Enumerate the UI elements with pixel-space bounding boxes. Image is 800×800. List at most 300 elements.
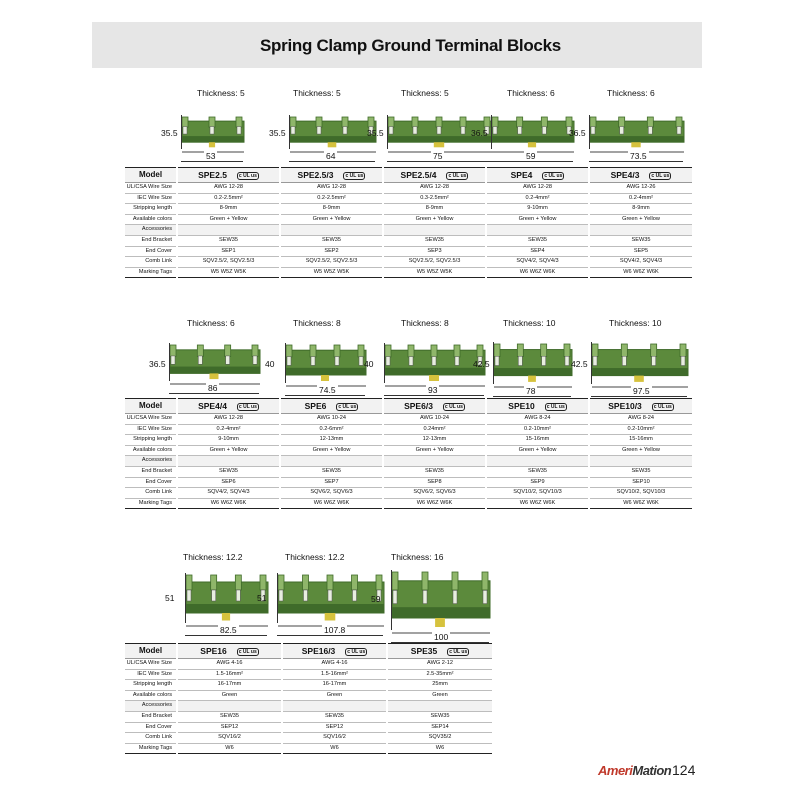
height-dimension-line bbox=[185, 573, 186, 623]
ul-certification-icon: c UL us bbox=[546, 403, 565, 410]
spec-cell bbox=[486, 445, 589, 456]
row-label: Model bbox=[125, 399, 177, 414]
cell-value: AWG 12-28 bbox=[213, 184, 243, 190]
spec-cell bbox=[383, 424, 486, 435]
spec-cell bbox=[280, 257, 383, 268]
spec-row-accessories bbox=[125, 456, 692, 467]
spec-cell bbox=[282, 722, 387, 733]
width-dimension: 75 bbox=[433, 150, 443, 161]
spec-cell bbox=[177, 456, 280, 467]
cell-value: SEW35 bbox=[528, 236, 547, 243]
spec-cell bbox=[383, 246, 486, 257]
height-dimension: 51 bbox=[165, 593, 175, 604]
row-label: End Bracket bbox=[125, 711, 177, 722]
ul-certification-icon: c UL us bbox=[338, 403, 357, 410]
cell-value: SEW35 bbox=[325, 712, 344, 719]
spec-table bbox=[125, 398, 692, 509]
thickness-label: Thickness: 10 bbox=[609, 318, 662, 328]
width-dimension: 78 bbox=[526, 386, 536, 396]
spec-row-accessories bbox=[125, 701, 492, 712]
cell-value: SQV35/2 bbox=[428, 734, 452, 741]
row-label: IEC Wire Size bbox=[125, 193, 177, 204]
width-dimension-line bbox=[277, 635, 383, 636]
cell-value: 8-9mm bbox=[219, 205, 238, 212]
ul-certification-icon: c UL us bbox=[347, 648, 366, 655]
spec-cell bbox=[589, 246, 692, 257]
cell-value: 9-10mm bbox=[527, 205, 548, 212]
cell-value: Green bbox=[221, 691, 238, 698]
cell-value: Green + Yellow bbox=[518, 215, 557, 222]
spec-cell bbox=[383, 477, 486, 488]
cell-value: SPE10/3 bbox=[608, 401, 642, 411]
ul-certification-icon: c UL us bbox=[345, 172, 364, 179]
spec-cell bbox=[387, 722, 492, 733]
thickness-label: Thickness: 12.2 bbox=[285, 552, 345, 562]
row-label: End Cover bbox=[125, 246, 177, 257]
cell-value: AWG 8-24 bbox=[628, 415, 654, 421]
spec-cell bbox=[589, 235, 692, 246]
width-dimension: 59 bbox=[526, 150, 536, 161]
spec-cell bbox=[177, 644, 282, 659]
spec-cell bbox=[383, 414, 486, 425]
spec-cell bbox=[177, 669, 282, 680]
spec-cell bbox=[177, 466, 280, 477]
height-dimension: 42.5 bbox=[571, 358, 588, 369]
cell-value: 12-13mm bbox=[319, 436, 344, 443]
cell-value: SEP1 bbox=[221, 247, 236, 254]
spec-cell bbox=[177, 168, 280, 183]
row-label: Comb Link bbox=[125, 488, 177, 499]
spec-cell bbox=[280, 183, 383, 194]
spec-row-model bbox=[125, 168, 692, 183]
ul-certification-icon: c UL us bbox=[449, 648, 468, 655]
cell-value: AWG 8-24 bbox=[524, 415, 551, 421]
cell-value: SEP7 bbox=[324, 478, 339, 485]
cell-value: AWG 4-16 bbox=[216, 660, 243, 666]
spec-row-ul bbox=[125, 183, 692, 194]
cell-value: W6 W6Z W6K bbox=[210, 499, 247, 506]
cell-value: 0.2-2.5mm² bbox=[214, 194, 243, 201]
spec-cell bbox=[589, 435, 692, 446]
spec-cell bbox=[486, 435, 589, 446]
cell-value: AWG 12-28 bbox=[419, 184, 449, 190]
spec-cell bbox=[280, 204, 383, 215]
spec-cell bbox=[280, 399, 383, 414]
spec-cell bbox=[383, 168, 486, 183]
width-dimension: 86 bbox=[208, 383, 218, 394]
spec-row-comb-link bbox=[125, 488, 692, 499]
spec-row-colors bbox=[125, 214, 692, 225]
spec-cell bbox=[383, 214, 486, 225]
cell-value: AWG 12-28 bbox=[316, 184, 346, 190]
cell-value: SQV6/2, SQV6/3 bbox=[413, 489, 456, 496]
ul-certification-icon: c UL us bbox=[238, 648, 257, 655]
ul-certification-icon: c UL us bbox=[444, 403, 463, 410]
width-dimension: 93 bbox=[428, 384, 438, 395]
row-label: End Bracket bbox=[125, 466, 177, 477]
row-label: Available colors bbox=[125, 445, 177, 456]
spec-cell bbox=[282, 743, 387, 754]
row-label: Marking Tags bbox=[125, 743, 177, 754]
height-dimension: 51 bbox=[257, 593, 267, 604]
height-dimension: 42.5 bbox=[473, 358, 490, 369]
cell-value: Green + Yellow bbox=[415, 215, 454, 222]
spec-cell bbox=[280, 235, 383, 246]
spec-cell bbox=[486, 477, 589, 488]
spec-cell bbox=[486, 414, 589, 425]
spec-cell bbox=[280, 246, 383, 257]
spec-cell bbox=[486, 399, 589, 414]
cell-value: Green + Yellow bbox=[622, 446, 660, 453]
cell-value: W5 W5Z W5K bbox=[416, 268, 453, 275]
cell-value: 0.24mm² bbox=[423, 425, 446, 432]
cell-value: SEP8 bbox=[427, 478, 442, 485]
cell-value: AWG 10-24 bbox=[316, 415, 346, 421]
spec-cell bbox=[280, 168, 383, 183]
spec-cell bbox=[280, 435, 383, 446]
thickness-label: Thickness: 12.2 bbox=[183, 552, 243, 562]
terminal-block-drawing bbox=[493, 342, 575, 390]
height-dimension-line bbox=[289, 115, 290, 149]
cell-value: W6 W6Z W6K bbox=[519, 499, 556, 506]
cell-value: 15-16mm bbox=[629, 436, 653, 443]
cell-value: 0.2-4mm² bbox=[629, 194, 653, 201]
height-dimension-line bbox=[169, 343, 170, 381]
cell-value: SQV4/2, SQV4/3 bbox=[207, 489, 250, 496]
spec-cell bbox=[280, 424, 383, 435]
ul-certification-icon: c UL us bbox=[238, 172, 257, 179]
cell-value: W6 W6Z W6K bbox=[623, 499, 659, 506]
height-dimension: 40 bbox=[364, 358, 374, 369]
cell-value: W5 W5Z W5K bbox=[313, 268, 350, 275]
spec-cell bbox=[589, 424, 692, 435]
spec-cell bbox=[486, 168, 589, 183]
terminal-block-drawing bbox=[285, 343, 369, 389]
spec-cell bbox=[387, 690, 492, 701]
cell-value: 9-10mm bbox=[218, 436, 239, 443]
cell-value: 0.2-10mm² bbox=[627, 425, 655, 432]
cell-value: SEP9 bbox=[530, 478, 545, 485]
height-dimension-line bbox=[285, 343, 286, 383]
spec-row-end-cover bbox=[125, 477, 692, 488]
cell-value: SEW35 bbox=[219, 467, 238, 474]
spec-table bbox=[125, 643, 492, 754]
spec-cell bbox=[486, 498, 589, 509]
spec-cell bbox=[589, 214, 692, 225]
spec-row-end-bracket bbox=[125, 235, 692, 246]
row-label: Stripping length bbox=[125, 680, 177, 691]
spec-cell bbox=[387, 669, 492, 680]
spec-cell bbox=[280, 456, 383, 467]
spec-row-strip bbox=[125, 435, 692, 446]
height-dimension-line bbox=[181, 115, 182, 149]
spec-cell bbox=[177, 235, 280, 246]
cell-value: Green + Yellow bbox=[312, 446, 351, 453]
width-dimension: 107.8 bbox=[324, 625, 346, 636]
cell-value: SEP10 bbox=[632, 478, 650, 485]
spec-cell bbox=[177, 225, 280, 236]
spec-cell bbox=[589, 456, 692, 467]
width-dimension: 73.5 bbox=[630, 150, 647, 161]
spec-cell bbox=[280, 414, 383, 425]
width-dimension: 97.5 bbox=[633, 386, 650, 396]
height-dimension: 35.5 bbox=[161, 128, 178, 139]
spec-row-model bbox=[125, 644, 492, 659]
spec-cell bbox=[486, 183, 589, 194]
terminal-block-drawing bbox=[181, 115, 247, 155]
spec-cell bbox=[383, 193, 486, 204]
spec-cell bbox=[177, 424, 280, 435]
cell-value: SEW35 bbox=[430, 712, 450, 719]
spec-cell bbox=[177, 701, 282, 712]
thickness-label: Thickness: 6 bbox=[507, 88, 555, 98]
spec-row-strip bbox=[125, 204, 692, 215]
spec-cell bbox=[383, 456, 486, 467]
height-dimension: 36.5 bbox=[569, 128, 586, 139]
terminal-block-drawing bbox=[491, 115, 577, 155]
row-label: Stripping length bbox=[125, 435, 177, 446]
cell-value: 0.2-4mm² bbox=[525, 194, 550, 201]
spec-row-marking bbox=[125, 743, 492, 754]
width-dimension: 100 bbox=[434, 632, 449, 642]
ul-certification-icon: c UL us bbox=[448, 172, 467, 179]
cell-value: SEW35 bbox=[528, 467, 547, 474]
row-label: UL/CSA Wire Size bbox=[125, 183, 177, 194]
spec-cell bbox=[280, 488, 383, 499]
cell-value: 0.2-2.5mm² bbox=[317, 194, 346, 201]
cell-value: 1.5-16mm² bbox=[215, 670, 244, 677]
spec-cell bbox=[177, 435, 280, 446]
cell-value: 16-17mm bbox=[217, 681, 242, 688]
thickness-label: Thickness: 6 bbox=[607, 88, 655, 98]
row-label: Marking Tags bbox=[125, 498, 177, 509]
cell-value: Green bbox=[432, 691, 448, 698]
spec-cell bbox=[383, 235, 486, 246]
spec-row-end-bracket bbox=[125, 466, 692, 477]
cell-value: SEP14 bbox=[431, 723, 449, 730]
thickness-label: Thickness: 5 bbox=[197, 88, 245, 98]
cell-value: SQV2.5/2, SQV2.5/3 bbox=[408, 258, 461, 265]
cell-value: 1.5-16mm² bbox=[320, 670, 349, 677]
height-dimension-line bbox=[384, 343, 385, 383]
spec-cell bbox=[383, 267, 486, 278]
width-dimension-line bbox=[181, 161, 243, 162]
cell-value: SEW35 bbox=[425, 236, 444, 243]
cell-value: SEP4 bbox=[530, 247, 545, 254]
row-label: IEC Wire Size bbox=[125, 669, 177, 680]
spec-cell bbox=[177, 722, 282, 733]
ul-certification-icon: c UL us bbox=[651, 172, 670, 179]
spec-cell bbox=[280, 193, 383, 204]
cell-value: SQV16/2 bbox=[218, 734, 241, 741]
spec-row-end-bracket bbox=[125, 711, 492, 722]
spec-cell bbox=[177, 204, 280, 215]
cell-value: Green + Yellow bbox=[209, 446, 248, 453]
cell-value: SEP12 bbox=[220, 723, 239, 730]
cell-value: SEP2 bbox=[324, 247, 339, 254]
spec-cell bbox=[282, 644, 387, 659]
cell-value: SEP6 bbox=[221, 478, 236, 485]
row-label: Model bbox=[125, 168, 177, 183]
spec-cell bbox=[589, 225, 692, 236]
width-dimension-line bbox=[387, 161, 491, 162]
spec-cell bbox=[589, 477, 692, 488]
cell-value: 15-16mm bbox=[525, 436, 550, 443]
row-label: UL/CSA Wire Size bbox=[125, 414, 177, 425]
row-label: End Bracket bbox=[125, 235, 177, 246]
height-dimension: 35.5 bbox=[367, 128, 384, 139]
spec-cell bbox=[177, 659, 282, 670]
ul-certification-icon: c UL us bbox=[238, 403, 257, 410]
spec-row-colors bbox=[125, 690, 492, 701]
cell-value: Green bbox=[326, 691, 343, 698]
cell-value: 8-9mm bbox=[425, 205, 444, 212]
ul-certification-icon: c UL us bbox=[544, 172, 563, 179]
cell-value: SPE35 bbox=[410, 646, 438, 656]
cell-value: SEP3 bbox=[427, 247, 442, 254]
row-label: End Cover bbox=[125, 722, 177, 733]
cell-value: SQV10/2, SQV10/3 bbox=[513, 489, 562, 496]
spec-cell bbox=[177, 488, 280, 499]
spec-cell bbox=[589, 204, 692, 215]
spec-cell bbox=[282, 711, 387, 722]
spec-cell bbox=[387, 659, 492, 670]
spec-cell bbox=[387, 711, 492, 722]
spec-cell bbox=[486, 466, 589, 477]
height-dimension-line bbox=[391, 570, 392, 630]
cell-value: W6 bbox=[330, 744, 339, 751]
spec-cell bbox=[486, 267, 589, 278]
ul-certification-icon: c UL us bbox=[653, 403, 672, 410]
spec-cell bbox=[387, 701, 492, 712]
height-dimension-line bbox=[589, 115, 590, 149]
spec-cell bbox=[387, 743, 492, 754]
width-dimension-line bbox=[289, 161, 375, 162]
cell-value: SPE2.5/3 bbox=[297, 170, 334, 180]
terminal-block-drawing bbox=[169, 343, 263, 387]
height-dimension: 36.5 bbox=[471, 128, 488, 139]
width-dimension-line bbox=[493, 396, 571, 397]
row-label: Model bbox=[125, 644, 177, 659]
cell-value: 8-9mm bbox=[632, 205, 650, 212]
spec-cell bbox=[383, 204, 486, 215]
spec-row-ul bbox=[125, 659, 492, 670]
ameri-mation-logo: AmeriMation bbox=[598, 763, 672, 778]
spec-cell bbox=[589, 488, 692, 499]
spec-cell bbox=[486, 488, 589, 499]
spec-cell bbox=[177, 498, 280, 509]
cell-value: SPE4 bbox=[510, 170, 533, 180]
spec-cell bbox=[383, 445, 486, 456]
cell-value: SQV10/2, SQV10/3 bbox=[616, 489, 666, 496]
width-dimension-line bbox=[591, 396, 687, 397]
spec-cell bbox=[177, 690, 282, 701]
height-dimension: 35.5 bbox=[269, 128, 286, 139]
spec-cell bbox=[280, 225, 383, 236]
width-dimension-line bbox=[491, 161, 573, 162]
width-dimension-line bbox=[285, 395, 365, 396]
row-label: UL/CSA Wire Size bbox=[125, 659, 177, 670]
cell-value: SEW35 bbox=[631, 467, 651, 474]
spec-cell bbox=[280, 466, 383, 477]
terminal-block-drawing bbox=[589, 115, 687, 155]
spec-row-iec bbox=[125, 424, 692, 435]
cell-value: 0.3-2.5mm² bbox=[420, 194, 449, 201]
spec-cell bbox=[280, 267, 383, 278]
page-number: 124 bbox=[672, 762, 696, 778]
width-dimension-line bbox=[169, 393, 259, 394]
cell-value: SEW35 bbox=[322, 467, 341, 474]
cell-value: SQV4/2, SQV4/3 bbox=[619, 258, 663, 265]
cell-value: SQV16/2 bbox=[323, 734, 346, 741]
row-label: Available colors bbox=[125, 690, 177, 701]
height-dimension: 40 bbox=[265, 358, 275, 369]
terminal-block-drawing bbox=[391, 570, 493, 636]
spec-row-ul bbox=[125, 414, 692, 425]
cell-value: SQV2.5/2, SQV2.5/3 bbox=[202, 258, 255, 265]
spec-cell bbox=[280, 214, 383, 225]
row-label: Available colors bbox=[125, 214, 177, 225]
thickness-label: Thickness: 6 bbox=[187, 318, 235, 328]
spec-cell bbox=[282, 690, 387, 701]
spec-cell bbox=[387, 644, 492, 659]
cell-value: Green + Yellow bbox=[209, 215, 248, 222]
spec-cell bbox=[486, 424, 589, 435]
spec-cell bbox=[282, 680, 387, 691]
height-dimension-line bbox=[387, 115, 388, 149]
spec-cell bbox=[280, 445, 383, 456]
spec-cell bbox=[177, 193, 280, 204]
spec-row-end-cover bbox=[125, 246, 692, 257]
spec-row-strip bbox=[125, 680, 492, 691]
spec-cell bbox=[177, 183, 280, 194]
row-label: Comb Link bbox=[125, 257, 177, 268]
spec-cell bbox=[177, 267, 280, 278]
cell-value: W6 W6Z W6K bbox=[416, 499, 453, 506]
cell-value: SPE6 bbox=[304, 401, 327, 411]
spec-cell bbox=[177, 743, 282, 754]
cell-value: AWG 4-16 bbox=[321, 660, 348, 666]
spec-cell bbox=[589, 257, 692, 268]
page-title: Spring Clamp Ground Terminal Blocks bbox=[260, 36, 561, 55]
cell-value: Green + Yellow bbox=[622, 215, 660, 222]
spec-cell bbox=[383, 225, 486, 236]
width-dimension: 82.5 bbox=[220, 625, 237, 636]
cell-value: 2.5-35mm² bbox=[426, 670, 454, 677]
terminal-block-drawing bbox=[289, 115, 379, 155]
row-label: Accessories bbox=[125, 456, 177, 467]
spec-cell bbox=[486, 235, 589, 246]
spec-row-comb-link bbox=[125, 257, 692, 268]
cell-value: AWG 10-24 bbox=[419, 415, 449, 421]
cell-value: Green + Yellow bbox=[518, 446, 557, 453]
spec-row-marking bbox=[125, 267, 692, 278]
cell-value: 0.2-6mm² bbox=[319, 425, 344, 432]
spec-cell bbox=[486, 214, 589, 225]
thickness-label: Thickness: 5 bbox=[293, 88, 341, 98]
width-dimension-line bbox=[185, 635, 267, 636]
terminal-block-drawing bbox=[591, 342, 691, 390]
cell-value: W6 bbox=[225, 744, 234, 751]
spec-cell bbox=[589, 466, 692, 477]
spec-cell bbox=[177, 246, 280, 257]
spec-cell bbox=[282, 669, 387, 680]
cell-value: AWG 2-12 bbox=[427, 660, 453, 666]
spec-cell bbox=[280, 498, 383, 509]
spec-cell bbox=[383, 488, 486, 499]
spec-cell bbox=[486, 257, 589, 268]
spec-cell bbox=[383, 466, 486, 477]
